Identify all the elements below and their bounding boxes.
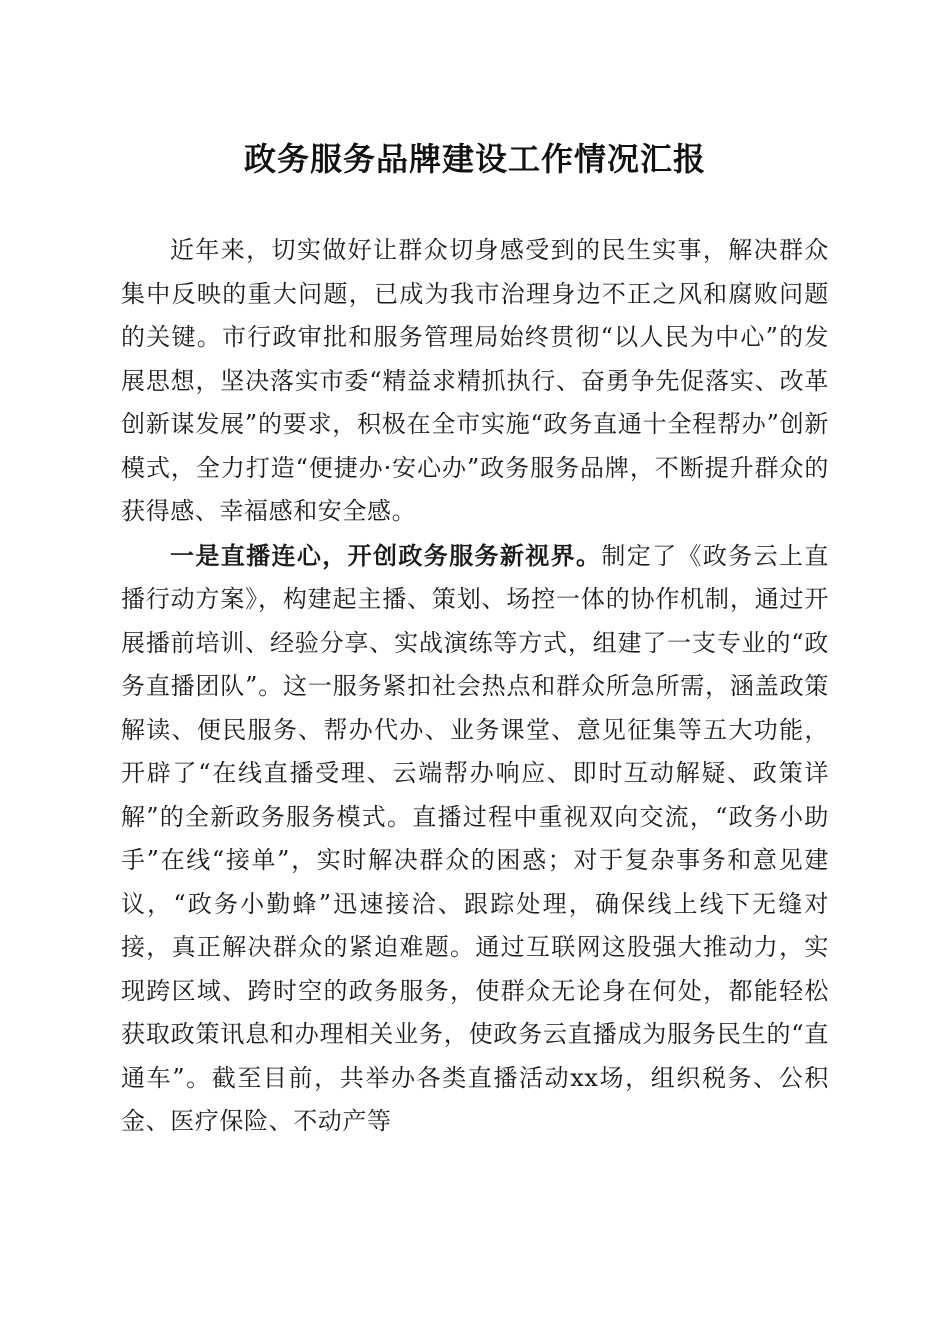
paragraph-text: 制定了《政务云上直播行动方案》，构建起主播、策划、场控一体的协作机制，通过开展播前培训、经验分享、实战演练等方式，组建了一支专业的“政务直播团队”。这一服务紧扣社会热点和群众所急所需，涵盖政策解读、便民服务、帮办代办、业务课堂、意见征集等五大功能，开辟了“在线直播受理、云端帮办响应、即时互动解疑、政策详解”的全新政务服务模式。直播过程中重视双向交流，“政务小助手”在线“接单”，实时解决群众的困惑；对于复杂事务和意见建议，“政务小勤蜂”迅速接洽、跟踪处理，确保线上线下无缝对接，真正解决群众的紧迫难题。通过互联网这股强大推动力，实现跨区域、跨时空的政务服务，使群众无论身在何处，都能轻松获取政策讯息和办理相关业务，使政务云直播成为服务民生的“直通车”。截至目前，共举办各类直播活动xx场，组织税务、公积金、医疗保险、不动产等 — [121, 541, 829, 1135]
document-body — [121, 228, 829, 1144]
paragraph-livestream — [121, 534, 829, 1144]
paragraph-text: 近年来，切实做好让群众切身感受到的民生实事，解决群众集中反映的重大问题，已成为我市治理身边不正之风和腐败问题的关键。市行政审批和服务管理局始终贯彻“以人民为中心”的发展思想，坚决落实市委“精益求精抓执行、奋勇争先促落实、改革创新谋发展”的要求，积极在全市实施“政务直通十全程帮办”创新模式，全力打造“便捷办·安心办”政务服务品牌，不断提升群众的获得感、幸福感和安全感。 — [121, 236, 829, 525]
paragraph-intro — [121, 228, 829, 534]
paragraph-lead: 一是直播连心，开创政务服务新视界。 — [170, 540, 602, 570]
document-title: 政务服务品牌建设工作情况汇报 — [243, 140, 706, 178]
